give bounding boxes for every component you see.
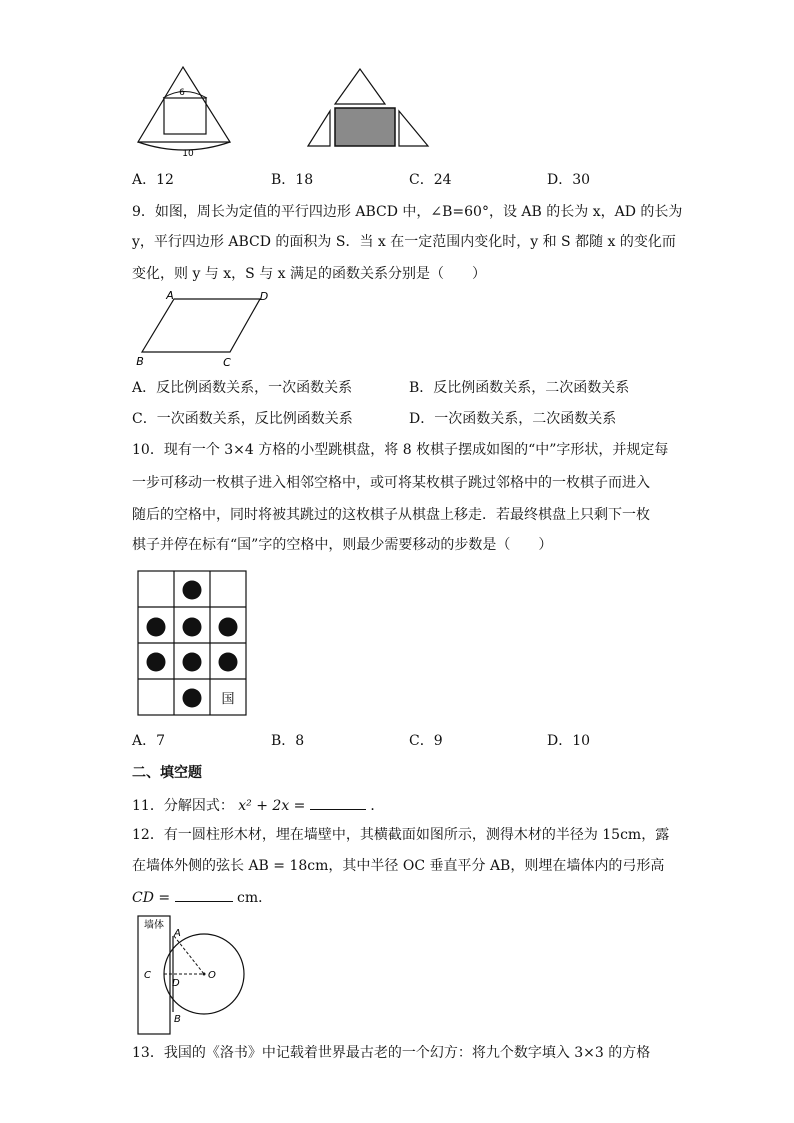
- checker-piece: [183, 653, 202, 672]
- q11-line: [132, 795, 384, 816]
- q12-cd-label: CD =: [132, 890, 171, 906]
- q10-line-3: 随后的空格中，同时将被其跳过的这枚棋子从棋盘上移走．若最终棋盘上只剩下一枚: [132, 507, 650, 523]
- checker-piece: [219, 653, 238, 672]
- checker-piece: [183, 689, 202, 708]
- q9-option-b: B．反比例函数关系，二次函数关系: [409, 380, 630, 396]
- q8-option-d: D．30: [547, 172, 591, 188]
- q9-line-2: y，平行四边形 ABCD 的面积为 S．当 x 在一定范围内变化时，y 和 S 都随 x 的变化而: [132, 234, 676, 250]
- checker-piece: [147, 653, 166, 672]
- q11-prefix: 11．分解因式：: [132, 798, 234, 814]
- q12-point-a: A: [174, 928, 181, 939]
- q10-checker-board: [137, 570, 249, 718]
- q11-suffix: ．: [370, 798, 385, 814]
- q12-unit: cm．: [237, 890, 273, 906]
- q9-line-3: 变化，则 y 与 x，S 与 x 满足的函数关系分别是（ ）: [132, 266, 486, 282]
- q10-line-1: 10．现有一个 3×4 方格的小型跳棋盘，将 8 枚棋子摆成如图的“中”字形状，并规定每: [132, 442, 669, 458]
- checker-piece: [183, 618, 202, 637]
- q12-wall-label: 墙体: [144, 920, 164, 931]
- q8-option-b: B．18: [271, 172, 314, 188]
- q12-point-b: B: [174, 1014, 181, 1025]
- q9-vertex-a: A: [166, 290, 174, 302]
- q10-line-2: 一步可移动一枚棋子进入相邻空格中，或可将某枚棋子跳过邻格中的一枚棋子而进入: [132, 475, 650, 491]
- q10-target-mark: 国: [221, 692, 235, 707]
- q12-point-c: C: [144, 970, 151, 981]
- q8-figure-left: [132, 64, 252, 160]
- q12-line-3: [132, 887, 272, 908]
- q9-option-c: C．一次函数关系，反比例函数关系: [132, 411, 353, 427]
- checker-piece: [147, 618, 166, 637]
- q9-vertex-b: B: [136, 355, 144, 368]
- q9-vertex-d: D: [259, 290, 269, 303]
- q9-vertex-c: C: [223, 356, 231, 369]
- q8-option-a: A．12: [132, 172, 174, 188]
- q9-option-d: D．一次函数关系，二次函数关系: [409, 411, 617, 427]
- q10-option-c: C．9: [409, 733, 443, 749]
- q12-wall-circle-figure: [134, 914, 248, 1036]
- section-title-fill-in: 二、填空题: [132, 765, 202, 781]
- q9-parallelogram-figure: [134, 290, 274, 372]
- q10-option-d: D．10: [547, 733, 591, 749]
- q9-option-a: A．反比例函数关系，一次函数关系: [132, 380, 353, 396]
- q9-line-1: 9．如图，周长为定值的平行四边形 ABCD 中，∠B=60°，设 AB 的长为 x，AD 的长为: [132, 204, 683, 220]
- q12-point-o: O: [208, 970, 216, 981]
- q10-option-b: B．8: [271, 733, 305, 749]
- q12-line-2: 在墙体外侧的弦长 AB = 18cm，其中半径 OC 垂直平分 AB，则埋在墙体内的弓形高: [132, 858, 665, 874]
- q8-label-10: 10: [182, 149, 194, 159]
- q12-answer-blank: [175, 887, 233, 902]
- checker-piece: [219, 618, 238, 637]
- q8-option-c: C．24: [409, 172, 452, 188]
- q10-option-a: A．7: [132, 733, 166, 749]
- q11-answer-blank: [310, 795, 366, 810]
- q13-line-1: 13．我国的《洛书》中记载着世界最古老的一个幻方：将九个数字填入 3×3 的方格: [132, 1045, 651, 1061]
- q12-line-1: 12．有一圆柱形木材，埋在墙壁中，其横截面如图所示，测得木材的半径为 15cm，露: [132, 827, 670, 843]
- q8-figure-right: [305, 66, 435, 150]
- checker-piece: [183, 581, 202, 600]
- q10-line-4: 棋子并停在标有“国”字的空格中，则最少需要移动的步数是（ ）: [132, 537, 553, 553]
- q8-label-6: 6: [179, 88, 185, 98]
- q12-point-d: D: [172, 978, 180, 989]
- q11-expression: x² + 2x =: [238, 798, 306, 814]
